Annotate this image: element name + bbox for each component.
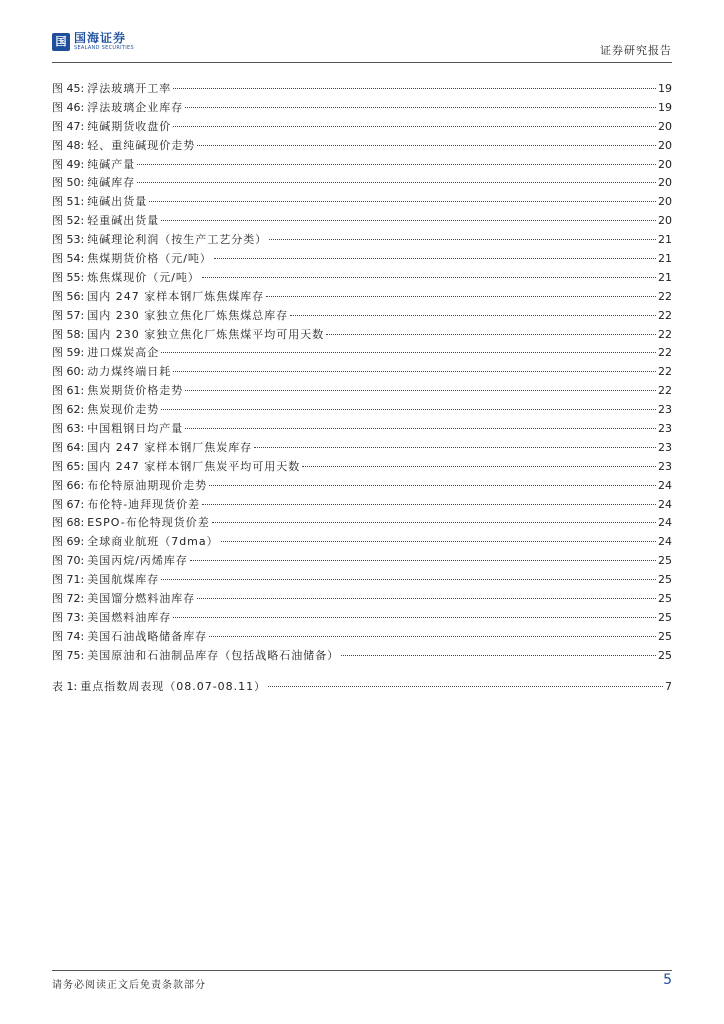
figure-entry[interactable]	[52, 193, 672, 212]
figure-entry-title: 国内 230 家独立焦化厂炼焦煤总库存	[87, 308, 289, 322]
figure-entry-page: 20	[658, 214, 672, 228]
figure-entry[interactable]	[52, 118, 672, 137]
figure-entry[interactable]	[52, 156, 672, 175]
figure-entry-title: 动力煤终端日耗	[87, 365, 172, 379]
table-entry[interactable]	[52, 678, 672, 697]
figure-entry-page: 23	[658, 459, 672, 473]
figure-entry-label: 图 51:	[52, 195, 85, 209]
dot-leader	[197, 597, 656, 599]
dot-leader	[173, 616, 656, 618]
document-type: 证券研究报告	[600, 44, 672, 57]
figure-entry[interactable]	[52, 288, 672, 307]
figure-entry-page: 22	[658, 346, 672, 360]
figure-entry-label: 图 50:	[52, 176, 85, 190]
figure-entry-title: 轻重碱出货量	[87, 214, 160, 228]
figure-list	[52, 80, 672, 666]
figure-entry-label: 图 56:	[52, 289, 85, 303]
figure-entry-page: 24	[658, 516, 672, 530]
figure-entry[interactable]	[52, 269, 672, 288]
disclaimer-note: 请务必阅读正文后免责条款部分	[52, 980, 206, 991]
figure-entry[interactable]	[52, 174, 672, 193]
figure-entry-page: 25	[658, 629, 672, 643]
figure-entry[interactable]	[52, 458, 672, 477]
figure-entry-page: 21	[658, 233, 672, 247]
figure-entry-label: 图 47:	[52, 119, 85, 133]
figure-entry[interactable]	[52, 477, 672, 496]
figure-entry-page: 24	[658, 497, 672, 511]
figure-entry[interactable]	[52, 401, 672, 420]
figure-entry-label: 图 60:	[52, 365, 85, 379]
figure-entry-title: 浮法玻璃开工率	[87, 82, 172, 95]
dot-leader	[202, 503, 656, 505]
figure-entry-title: 全球商业航班（7dma）	[87, 535, 219, 549]
logo-name-en: SEALAND SECURITIES	[74, 45, 134, 51]
figure-entry-label: 图 59:	[52, 346, 85, 360]
figure-entry-label: 图 67:	[52, 497, 85, 511]
header-divider	[52, 62, 672, 63]
figure-entry[interactable]	[52, 552, 672, 571]
figure-entry-label: 图 49:	[52, 157, 85, 171]
dot-leader	[209, 635, 656, 637]
figure-entry[interactable]	[52, 363, 672, 382]
logo-name-cn: 国海证券	[74, 31, 127, 45]
figure-entry-label: 图 65:	[52, 459, 85, 473]
figure-entry-title: 国内 247 家样本钢厂焦炭库存	[87, 440, 253, 454]
figure-entry-page: 22	[658, 289, 672, 303]
figure-entry-page: 19	[658, 82, 672, 95]
dot-leader	[269, 238, 656, 240]
figure-entry-title: 美国原油和石油制品库存（包括战略石油储备）	[87, 648, 340, 662]
dot-leader	[209, 484, 656, 486]
figure-entry-page: 20	[658, 176, 672, 190]
figure-entry-label: 图 70:	[52, 554, 85, 568]
figure-entry-label: 图 64:	[52, 440, 85, 454]
dot-leader	[266, 295, 656, 297]
figure-entry-title: 纯碱理论利润（按生产工艺分类）	[87, 233, 268, 247]
figure-entry-page: 23	[658, 403, 672, 417]
figure-entry[interactable]	[52, 326, 672, 345]
figure-entry[interactable]	[52, 307, 672, 326]
figure-entry-label: 图 53:	[52, 233, 85, 247]
figure-entry[interactable]	[52, 647, 672, 666]
figure-entry-label: 图 75:	[52, 648, 85, 662]
figure-entry[interactable]	[52, 628, 672, 647]
company-logo	[52, 32, 134, 51]
figure-entry[interactable]	[52, 496, 672, 515]
figure-entry-title: 浮法玻璃企业库存	[87, 100, 184, 114]
figure-entry[interactable]	[52, 439, 672, 458]
dot-leader	[173, 125, 656, 127]
figure-entry[interactable]	[52, 250, 672, 269]
dot-leader	[212, 521, 656, 523]
figure-entry-title: 美国丙烷/丙烯库存	[87, 554, 188, 568]
dot-leader	[137, 181, 656, 183]
figure-entry-label: 图 74:	[52, 629, 85, 643]
page-header	[52, 28, 672, 62]
figure-entry-label: 图 54:	[52, 252, 85, 266]
figure-entry-title: 轻、重纯碱现价走势	[87, 138, 196, 152]
dot-leader	[290, 314, 656, 316]
figure-entry-title: 纯碱产量	[87, 157, 136, 171]
figure-entry[interactable]	[52, 571, 672, 590]
dot-leader	[161, 408, 656, 410]
figure-entry-title: 国内 230 家独立焦化厂炼焦煤平均可用天数	[87, 327, 325, 341]
figure-entry-page: 22	[658, 365, 672, 379]
dot-leader	[221, 540, 656, 542]
figure-entry[interactable]	[52, 420, 672, 439]
figure-entry-title: 布伦特原油期现价走势	[87, 478, 208, 492]
figure-entry-title: 美国燃料油库存	[87, 610, 172, 624]
figure-entry-page: 23	[658, 422, 672, 436]
figure-entry-label: 图 57:	[52, 308, 85, 322]
figure-entry-page: 20	[658, 195, 672, 209]
figure-entry-label: 图 71:	[52, 573, 85, 587]
figure-entry[interactable]	[52, 382, 672, 401]
figure-entry-label: 图 66:	[52, 478, 85, 492]
figure-entry-label: 图 45:	[52, 82, 85, 95]
figure-entry-title: 焦煤期货价格（元/吨）	[87, 252, 212, 266]
figure-entry[interactable]	[52, 514, 672, 533]
dot-leader	[302, 465, 656, 467]
figure-entry-page: 21	[658, 270, 672, 284]
figure-entry-title: 纯碱库存	[87, 176, 136, 190]
table-entry-title: 重点指数周表现（08.07-08.11）	[80, 679, 267, 693]
figure-entry-page: 22	[658, 384, 672, 398]
figure-entry-label: 图 46:	[52, 100, 85, 114]
figure-entry-label: 图 62:	[52, 403, 85, 417]
figure-entry-page: 19	[658, 100, 672, 114]
figure-entry-page: 20	[658, 157, 672, 171]
figure-entry-label: 图 55:	[52, 270, 85, 284]
figure-table-index	[52, 80, 672, 697]
figure-entry-title: 布伦特-迪拜现货价差	[87, 497, 201, 511]
dot-leader	[149, 200, 656, 202]
dot-leader	[161, 219, 656, 221]
dot-leader	[214, 257, 656, 259]
dot-leader	[173, 87, 656, 89]
figure-entry-page: 25	[658, 573, 672, 587]
figure-entry-label: 图 52:	[52, 214, 85, 228]
dot-leader	[326, 333, 656, 335]
figure-entry-page: 25	[658, 554, 672, 568]
dot-leader	[161, 351, 656, 353]
figure-entry-page: 20	[658, 138, 672, 152]
figure-entry-label: 图 58:	[52, 327, 85, 341]
figure-entry[interactable]	[52, 609, 672, 628]
dot-leader	[137, 163, 656, 165]
figure-entry-label: 图 48:	[52, 138, 85, 152]
figure-entry-label: 图 63:	[52, 422, 85, 436]
figure-entry-page: 21	[658, 252, 672, 266]
dot-leader	[190, 559, 656, 561]
figure-entry-page: 20	[658, 119, 672, 133]
figure-entry-title: 美国航煤库存	[87, 573, 160, 587]
table-entry-page: 7	[665, 679, 672, 693]
figure-entry[interactable]	[52, 212, 672, 231]
figure-entry-page: 22	[658, 308, 672, 322]
figure-entry[interactable]	[52, 533, 672, 552]
logo-mark-icon: 国	[52, 33, 70, 51]
dot-leader	[173, 370, 656, 372]
figure-entry[interactable]	[52, 344, 672, 363]
dot-leader	[185, 106, 656, 108]
footer-divider	[52, 970, 672, 971]
figure-entry-title: 美国石油战略储备库存	[87, 629, 208, 643]
figure-entry[interactable]	[52, 590, 672, 609]
figure-entry-page: 24	[658, 478, 672, 492]
figure-entry-title: 中国粗钢日均产量	[87, 422, 184, 436]
figure-entry-page: 25	[658, 648, 672, 662]
dot-leader	[185, 427, 656, 429]
table-entry-label: 表 1:	[52, 679, 78, 693]
dot-leader	[197, 144, 656, 146]
table-list	[52, 678, 672, 697]
figure-entry-title: 焦炭期货价格走势	[87, 384, 184, 398]
dot-leader	[254, 446, 656, 448]
figure-entry-title: 炼焦煤现价（元/吨）	[87, 270, 200, 284]
figure-entry[interactable]	[52, 231, 672, 250]
figure-entry-title: 纯碱期货收盘价	[87, 119, 172, 133]
figure-entry-page: 25	[658, 610, 672, 624]
dot-leader	[161, 578, 656, 580]
dot-leader	[341, 654, 656, 656]
figure-entry-label: 图 73:	[52, 610, 85, 624]
figure-entry-title: 国内 247 家样本钢厂炼焦煤库存	[87, 289, 265, 303]
page-number: 5	[663, 972, 672, 988]
figure-entry-page: 23	[658, 440, 672, 454]
figure-entry-title: 进口煤炭高企	[87, 346, 160, 360]
figure-entry-page: 24	[658, 535, 672, 549]
figure-entry-label: 图 69:	[52, 535, 85, 549]
figure-entry-page: 22	[658, 327, 672, 341]
dot-leader	[185, 389, 656, 391]
figure-entry-label: 图 68:	[52, 516, 85, 530]
figure-entry-page: 25	[658, 592, 672, 606]
figure-entry-label: 图 61:	[52, 384, 85, 398]
figure-entry-title: 焦炭现价走势	[87, 403, 160, 417]
figure-entry-label: 图 72:	[52, 592, 85, 606]
list-gap	[52, 666, 672, 678]
figure-entry[interactable]	[52, 99, 672, 118]
figure-entry-title: 美国馏分燃料油库存	[87, 592, 196, 606]
figure-entry[interactable]	[52, 137, 672, 156]
figure-entry-title: 纯碱出货量	[87, 195, 148, 209]
figure-entry[interactable]	[52, 80, 672, 99]
dot-leader	[268, 685, 663, 687]
dot-leader	[202, 276, 656, 278]
figure-entry-title: ESPO-布伦特现货价差	[87, 516, 210, 530]
figure-entry-title: 国内 247 家样本钢厂焦炭平均可用天数	[87, 459, 301, 473]
